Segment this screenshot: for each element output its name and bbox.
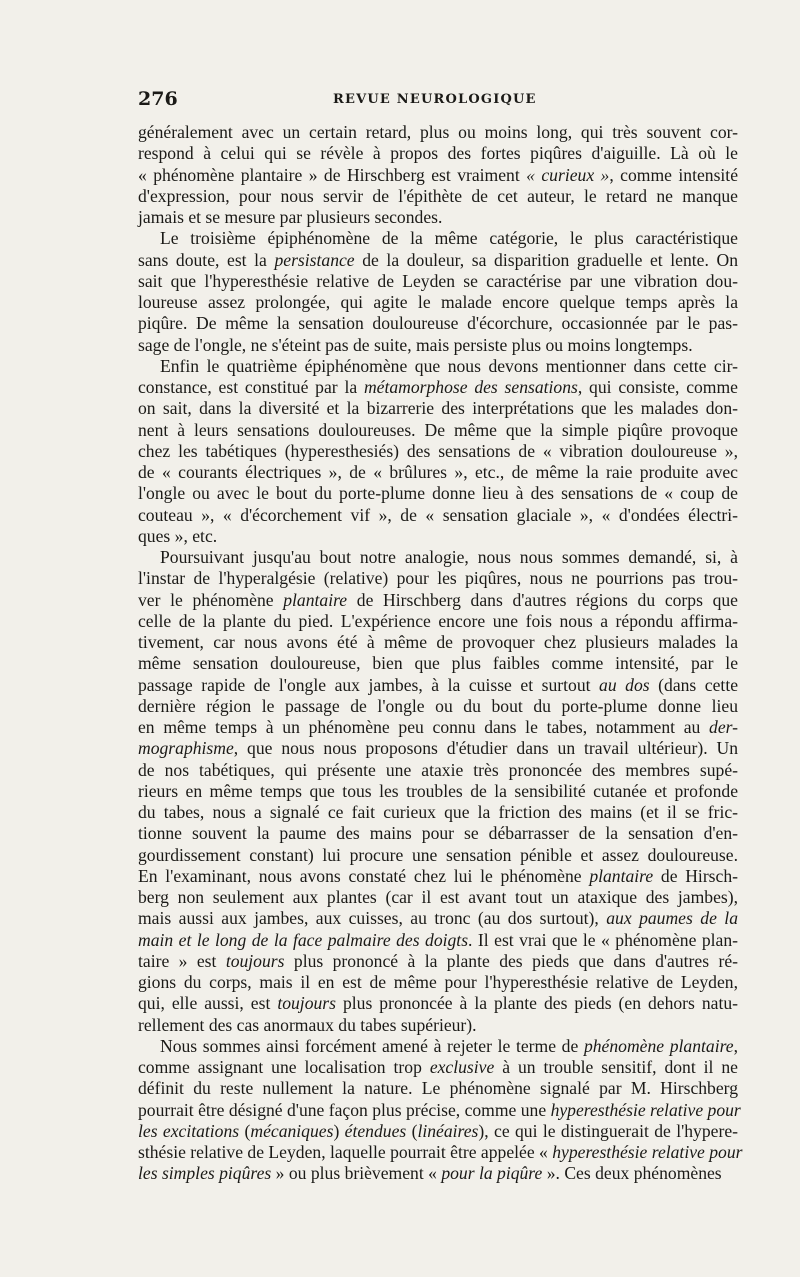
text-line: Enfin le quatrième épiphénomène que nous devons mentionner dans cette cir- [160,355,738,376]
italic-term: exclusive [429,1057,495,1077]
text-line: couteau », « d'écorchement vif », de « sensation glaciale », « d'ondées électri- [138,504,738,525]
italic-term: les simples piqûres [138,1163,272,1184]
italic-term: main et le long de la face palmaire des doigts [138,929,469,950]
text-line: rellement des cas anormaux du tabes supérieur). [138,1014,477,1035]
italic-term: aux paumes de la [606,908,738,929]
italic-term: « curieux » [526,164,610,185]
paragraph [138,356,738,547]
journal-title: REVUE NEUROLOGIQUE [333,92,537,107]
text-line: sage de l'ongle, ne s'éteint pas de suite, mais persiste plus ou moins longtemps. [138,334,693,355]
text-line: on sait, dans la diversité et la bizarrerie des interprétations que les malades don- [138,398,738,419]
text-line: du tabes, nous a signalé ce fait curieux que la friction des mains (et il se fric- [138,802,738,822]
text-line: loureuse assez prolongée, qui agite le malade encore quelque temps après la [138,292,738,312]
italic-term: hyperesthésie relative pour [550,1099,741,1120]
text-line: piqûre. De même la sensation douloureuse d'écorchure, occasionnée par le pas- [138,313,738,334]
text-line: définit du reste nullement la nature. Le phénomène signalé par M. Hirschberg [138,1078,738,1099]
text-line: l'ongle ou avec le bout du porte-plume donne lieu à des sensations de « coup de [138,483,738,504]
text-line: passage rapide de l'ongle aux jambes, à la cuisse et surtout au dos (dans cette [138,674,739,695]
italic-term: plantaire [283,589,348,610]
text-line: mographisme, que nous nous proposons d'étudier dans un travail ultérieur). Un [138,738,738,759]
text-line: Le troisième épiphénomène de la même catégorie, le plus caractéristique [160,228,738,249]
paragraph [138,1035,743,1185]
text-line: comme assignant une localisation trop exclusive à un trouble sensitif, dont il ne [138,1057,738,1077]
text-line: d'expression, pour nous servir de l'épithète de cet auteur, le retard ne manque [138,185,738,206]
italic-term: pour la piqûre [441,1163,543,1184]
text-line: ques », etc. [138,525,218,546]
paragraph [138,122,738,228]
text-line: de nos tabétiques, qui présente une ataxie très prononcée des membres supé- [138,759,738,780]
text-line: pourrait être désigné d'une façon plus précise, comme une hyperesthésie relative pour [138,1099,741,1120]
italic-term: phénomène plantaire [583,1035,734,1056]
text-line: Poursuivant jusqu'au bout notre analogie, nous nous sommes demandé, si, à [160,547,738,567]
text-line: constance, est constitué par la métamorphose des sensations, qui consiste, comme [138,377,738,397]
italic-term: les excitations [138,1120,240,1141]
text-line: chez les tabétiques (hyperesthesiés) des sensations de « vibration douloureuse », [138,440,738,461]
text-line: jamais et se mesure par plusieurs secondes. [138,207,443,227]
italic-term: métamorphose des sensations [363,377,578,397]
italic-term: persistance [274,249,355,270]
italic-term: der- [709,717,738,737]
italic-term: mécaniques [250,1120,334,1141]
italic-term: linéaires [417,1120,479,1141]
text-line: respond à celui qui se révèle à propos des fortes piqûres d'aiguille. Là où le [138,143,738,164]
italic-term: toujours [225,950,285,971]
text-line: taire » est toujours plus prononcé à la plante des pieds que dans d'autres ré- [138,950,738,971]
text-line: même sensation douloureuse, bien que plus faibles comme intensité, par le [138,653,738,674]
paragraph [138,547,738,1036]
text-line: tionne souvent la paume des mains pour se débarrasser de la sensation d'en- [138,823,738,844]
article-body [138,122,743,1185]
text-line: main et le long de la face palmaire des doigts. Il est vrai que le « phénomène plan- [138,929,738,950]
italic-term: au dos [599,674,650,695]
text-line: en même temps à un phénomène peu connu dans le tabes, notamment au der- [138,717,738,737]
italic-term: hyperesthésie relative pour [552,1142,743,1162]
text-line: gions du corps, mais il en est de même pour l'hyperesthésie relative de Leyden, [138,972,738,992]
text-line: sans doute, est la persistance de la douleur, sa disparition graduelle et lente. On [138,249,738,270]
text-line: dernière région le passage de l'ongle ou du bout du porte-plume donne lieu [138,695,738,716]
text-line: nent à leurs sensations douloureuses. De même que la simple piqûre provoque [138,419,738,440]
text-line: de « courants électriques », de « brûlures », etc., de même la raie produite avec [138,462,738,482]
text-line: En l'examinant, nous avons constaté chez lui le phénomène plantaire de Hirsch- [138,865,738,886]
text-line: sait que l'hyperesthésie relative de Leyden se caractérise par une vibration dou- [138,270,738,291]
text-line: rieurs en même temps que tous les troubles de la sensibilité cutanée et profonde [138,780,738,801]
text-line: qui, elle aussi, est toujours plus prononcée à la plante des pieds (en dehors natu- [138,993,739,1014]
text-line: celle de la plante du pied. L'expérience encore une fois nous a répondu affirma- [138,610,738,631]
text-line: sthésie relative de Leyden, laquelle pourrait être appelée « hyperesthésie relative pour [138,1142,743,1162]
text-line: ver le phénomène plantaire de Hirschberg dans d'autres régions du corps que [138,589,738,610]
page-number: 276 [138,88,178,110]
italic-term: plantaire [589,865,654,886]
paragraph [138,228,738,356]
text-line: mais aussi aux jambes, aux cuisses, au tronc (au dos surtout), aux paumes de la [138,908,738,929]
text-line: Nous sommes ainsi forcément amené à rejeter le terme de phénomène plantaire, [160,1035,738,1056]
text-line: gourdissement constant) lui procure une sensation pénible et assez douloureuse. [138,844,738,865]
text-line: tivement, car nous avons été à même de provoquer chez plusieurs malades la [138,632,738,652]
italic-term: étendues [344,1120,407,1141]
running-head [138,88,738,110]
text-line: l'instar de l'hyperalgésie (relative) pour les piqûres, nous ne pourrions pas trou- [138,568,738,589]
text-line: généralement avec un certain retard, plus ou moins long, qui très souvent cor- [138,122,738,142]
text-line: « phénomène plantaire » de Hirschberg est vraiment « curieux », comme intensité [138,164,738,185]
italic-term: mographisme [138,738,234,759]
text-line: les simples piqûres » ou plus brièvement « pour la piqûre ». Ces deux phénomènes [138,1163,722,1184]
text-line: berg non seulement aux plantes (car il est avant tout un ataxique des jambes), [138,887,738,907]
text-line: les excitations (mécaniques) étendues (linéaires), ce qui le distinguerait de l'hypere- [138,1120,738,1141]
italic-term: toujours [277,993,336,1014]
